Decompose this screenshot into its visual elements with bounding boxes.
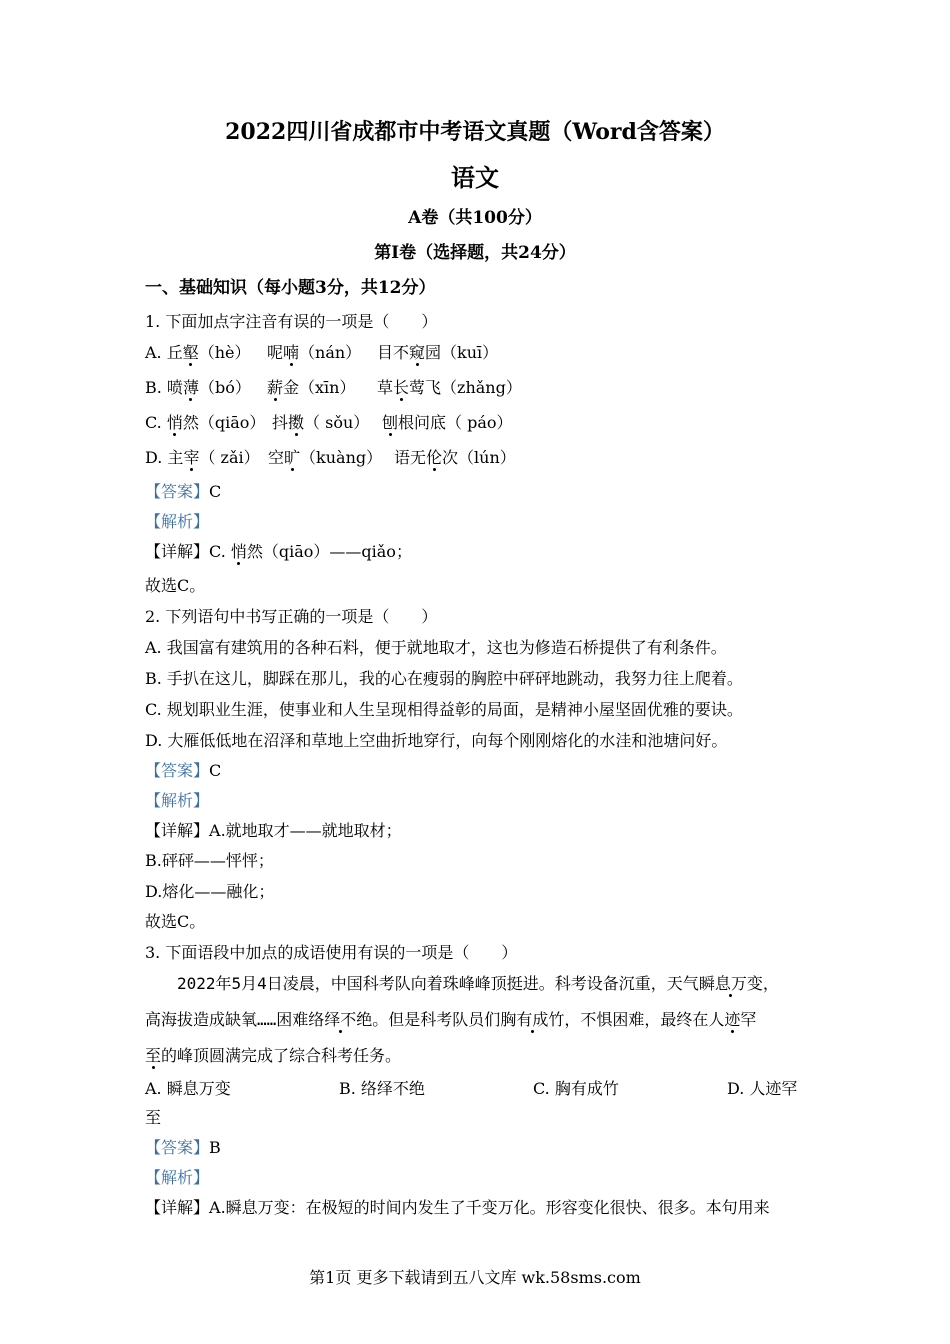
q2-option-b: B. 手扒在这儿，脚踩在那儿，我的心在瘦弱的胸腔中砰砰地跳动，我努力往上爬着。 — [145, 669, 743, 688]
q3-stem: 3. 下面语段中加点的成语使用有误的一项是（ ） — [145, 943, 518, 962]
q3-passage-line-2: 高海拔造成缺氧……困难络绎不绝。但是科考队员们胸有成竹，不惧困难，最终在人迹罕 — [145, 1010, 757, 1029]
q3-option-d-wrap: 至 — [145, 1108, 162, 1127]
q3-option-c: C. 胸有成竹 — [533, 1079, 619, 1098]
q2-detail-3: D.熔化——融化； — [145, 882, 275, 901]
q2-stem: 2. 下列语句中书写正确的一项是（ ） — [145, 607, 438, 626]
q1-answer: 【答案】C — [145, 482, 222, 501]
q3-detail: 【详解】A.瞬息万变：在极短的时间内发生了千变万化。形容变化很快、很多。本句用来 — [145, 1198, 770, 1217]
q1-option-b: B. 喷薄（bó） 薪金（xīn） 草长莺飞（zhǎng） — [145, 378, 522, 397]
q3-option-a: A. 瞬息万变 — [145, 1079, 231, 1098]
q2-detail-1: 【详解】A.就地取才——就地取材； — [145, 821, 402, 840]
q3-option-b: B. 络绎不绝 — [339, 1079, 425, 1098]
q3-analysis-tag: 【解析】 — [145, 1168, 210, 1187]
q2-detail-2: B.砰砰——怦怦； — [145, 851, 274, 870]
q1-option-d: D. 主宰（ zǎi） 空旷（kuàng） 语无伦次（lún） — [145, 448, 516, 467]
q3-answer: 【答案】B — [145, 1138, 221, 1157]
q1-option-c: C. 悄然（qiāo） 抖擞（ sǒu） 刨根问底（ páo） — [145, 413, 513, 432]
q3-option-d: D. 人迹罕 — [727, 1079, 798, 1098]
q1-detail: 【详解】C. 悄然（qiāo）——qiǎo； — [145, 542, 412, 561]
document-title: 2022四川省成都市中考语文真题（Word含答案） — [225, 119, 725, 145]
part1-heading: 一、基础知识（每小题3分，共12分） — [145, 278, 436, 298]
q3-passage-line-1: 2022年5月4日凌晨，中国科考队向着珠峰峰顶挺进。科考设备沉重，天气瞬息万变， — [177, 974, 779, 993]
q1-conclusion: 故选C。 — [145, 576, 206, 595]
q2-option-a: A. 我国富有建筑用的各种石料，便于就地取才，这也为修造石桥提供了有利条件。 — [145, 638, 727, 657]
q2-conclusion: 故选C。 — [145, 912, 206, 931]
section-i-heading: 第Ⅰ卷（选择题，共24分） — [374, 243, 576, 263]
q2-answer: 【答案】C — [145, 761, 222, 780]
page-footer: 第1页 更多下载请到五八文库 wk.58sms.com — [309, 1268, 641, 1287]
paper-a-heading: A卷（共100分） — [408, 208, 542, 228]
q1-analysis-tag: 【解析】 — [145, 512, 210, 531]
q2-option-d: D. 大雁低低地在沼泽和草地上空曲折地穿行，向每个刚刚熔化的水洼和池塘问好。 — [145, 731, 728, 750]
q1-option-a: A. 丘壑（hè） 呢喃（nán） 目不窥园（kuī） — [145, 343, 499, 362]
q2-option-c: C. 规划职业生涯，使事业和人生呈现相得益彰的局面，是精神小屋坚固优雅的要诀。 — [145, 700, 743, 719]
q1-stem: 1. 下面加点字注音有误的一项是（ ） — [145, 312, 438, 331]
subject-heading: 语文 — [451, 163, 499, 192]
q3-passage-line-3: 至的峰顶圆满完成了综合科考任务。 — [145, 1046, 402, 1065]
answer-tag: 【答案】 — [145, 482, 210, 501]
q2-analysis-tag: 【解析】 — [145, 791, 210, 810]
